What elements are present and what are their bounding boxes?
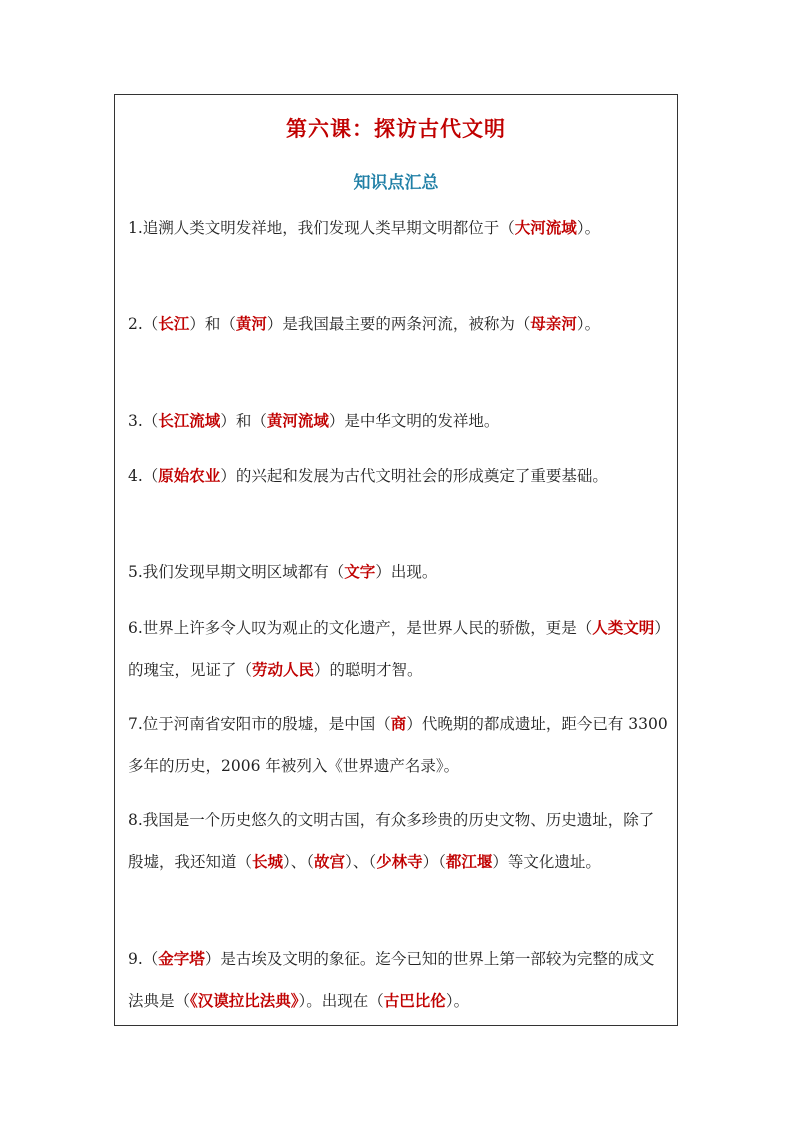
item-text: 1.追溯人类文明发祥地，我们发现人类早期文明都位于（ xyxy=(128,219,515,237)
item-answer: 都江堰 xyxy=(445,853,493,871)
item-text: 5.我们发现早期文明区域都有（ xyxy=(128,563,345,581)
item-text: 7.位于河南省安阳市的殷墟，是中国（ xyxy=(128,715,391,733)
item-text: 8.我国是一个历史悠久的文明古国，有众多珍贵的历史文物、历史遗址，除了殷墟，我还知道（ xyxy=(128,811,655,871)
item-text: ）等文化遗址。 xyxy=(492,853,601,871)
item-text: 6.世界上许多令人叹为观止的文化遗产，是世界人民的骄傲，更是（ xyxy=(128,619,593,637)
item-answer: 长江流域 xyxy=(158,412,221,430)
item-answer: 大河流域 xyxy=(514,219,577,237)
item-text: ）。 xyxy=(576,315,601,333)
item-text: 3.（ xyxy=(128,412,159,430)
knowledge-item-6 xyxy=(128,607,668,691)
item-text: 4.（ xyxy=(128,467,159,485)
item-answer: 长江 xyxy=(158,315,190,333)
item-text: ）是我国最主要的两条河流，被称为（ xyxy=(266,315,531,333)
item-text: ）。 xyxy=(576,219,601,237)
item-answer: 原始农业 xyxy=(158,467,221,485)
item-answer: 文字 xyxy=(344,563,376,581)
item-answer: 少林寺 xyxy=(376,853,423,871)
lesson-title: 第六课：探访古代文明 xyxy=(286,117,506,141)
item-answer: 长城 xyxy=(252,853,284,871)
item-answer: 母亲河 xyxy=(530,315,577,333)
item-answer: 劳动人民 xyxy=(252,661,315,679)
item-answer: 古巴比伦 xyxy=(383,992,446,1010)
section-subtitle: 知识点汇总 xyxy=(353,173,439,193)
knowledge-item-4 xyxy=(128,455,668,497)
knowledge-item-9 xyxy=(128,938,668,1022)
item-text: ）。出现在（ xyxy=(298,992,384,1010)
item-text: ）（ xyxy=(422,853,446,871)
knowledge-item-3 xyxy=(128,400,668,442)
item-answer: 黄河 xyxy=(235,315,267,333)
item-answer: 黄河流域 xyxy=(266,412,329,430)
document-frame xyxy=(114,94,678,1026)
item-text: ）是古埃及文明的象征。迄今已知的世界上第一部较为完整的成文法典是（ xyxy=(128,950,655,1010)
item-text: 2.（ xyxy=(128,315,159,333)
item-answer: 《汉谟拉比法典》 xyxy=(190,992,299,1010)
item-answer: 商 xyxy=(390,715,407,733)
item-text: ）、（ xyxy=(283,853,315,871)
item-text: ）和（ xyxy=(189,315,236,333)
knowledge-item-1 xyxy=(128,207,668,249)
item-text: ）出现。 xyxy=(375,563,438,581)
item-answer: 金字塔 xyxy=(158,950,205,968)
item-text: ）的聪明才智。 xyxy=(314,661,423,679)
item-answer: 故宫 xyxy=(314,853,346,871)
knowledge-item-2 xyxy=(128,303,668,345)
item-text: ）。 xyxy=(445,992,470,1010)
knowledge-item-5 xyxy=(128,551,668,593)
item-text: 9.（ xyxy=(128,950,159,968)
item-text: ）的瑰宝，见证了（ xyxy=(128,619,663,679)
item-text: ）是中华文明的发祥地。 xyxy=(328,412,500,430)
item-text: ）、（ xyxy=(345,853,377,871)
knowledge-item-7 xyxy=(128,703,668,787)
knowledge-item-8 xyxy=(128,799,668,883)
item-answer: 人类文明 xyxy=(592,619,655,637)
item-text: ）的兴起和发展为古代文明社会的形成奠定了重要基础。 xyxy=(220,467,608,485)
item-text: ）代晚期的都成遗址，距今已有 3300 多年的历史，2006 年被列入《世界遗产名录》。 xyxy=(128,715,668,775)
item-text: ）和（ xyxy=(220,412,267,430)
